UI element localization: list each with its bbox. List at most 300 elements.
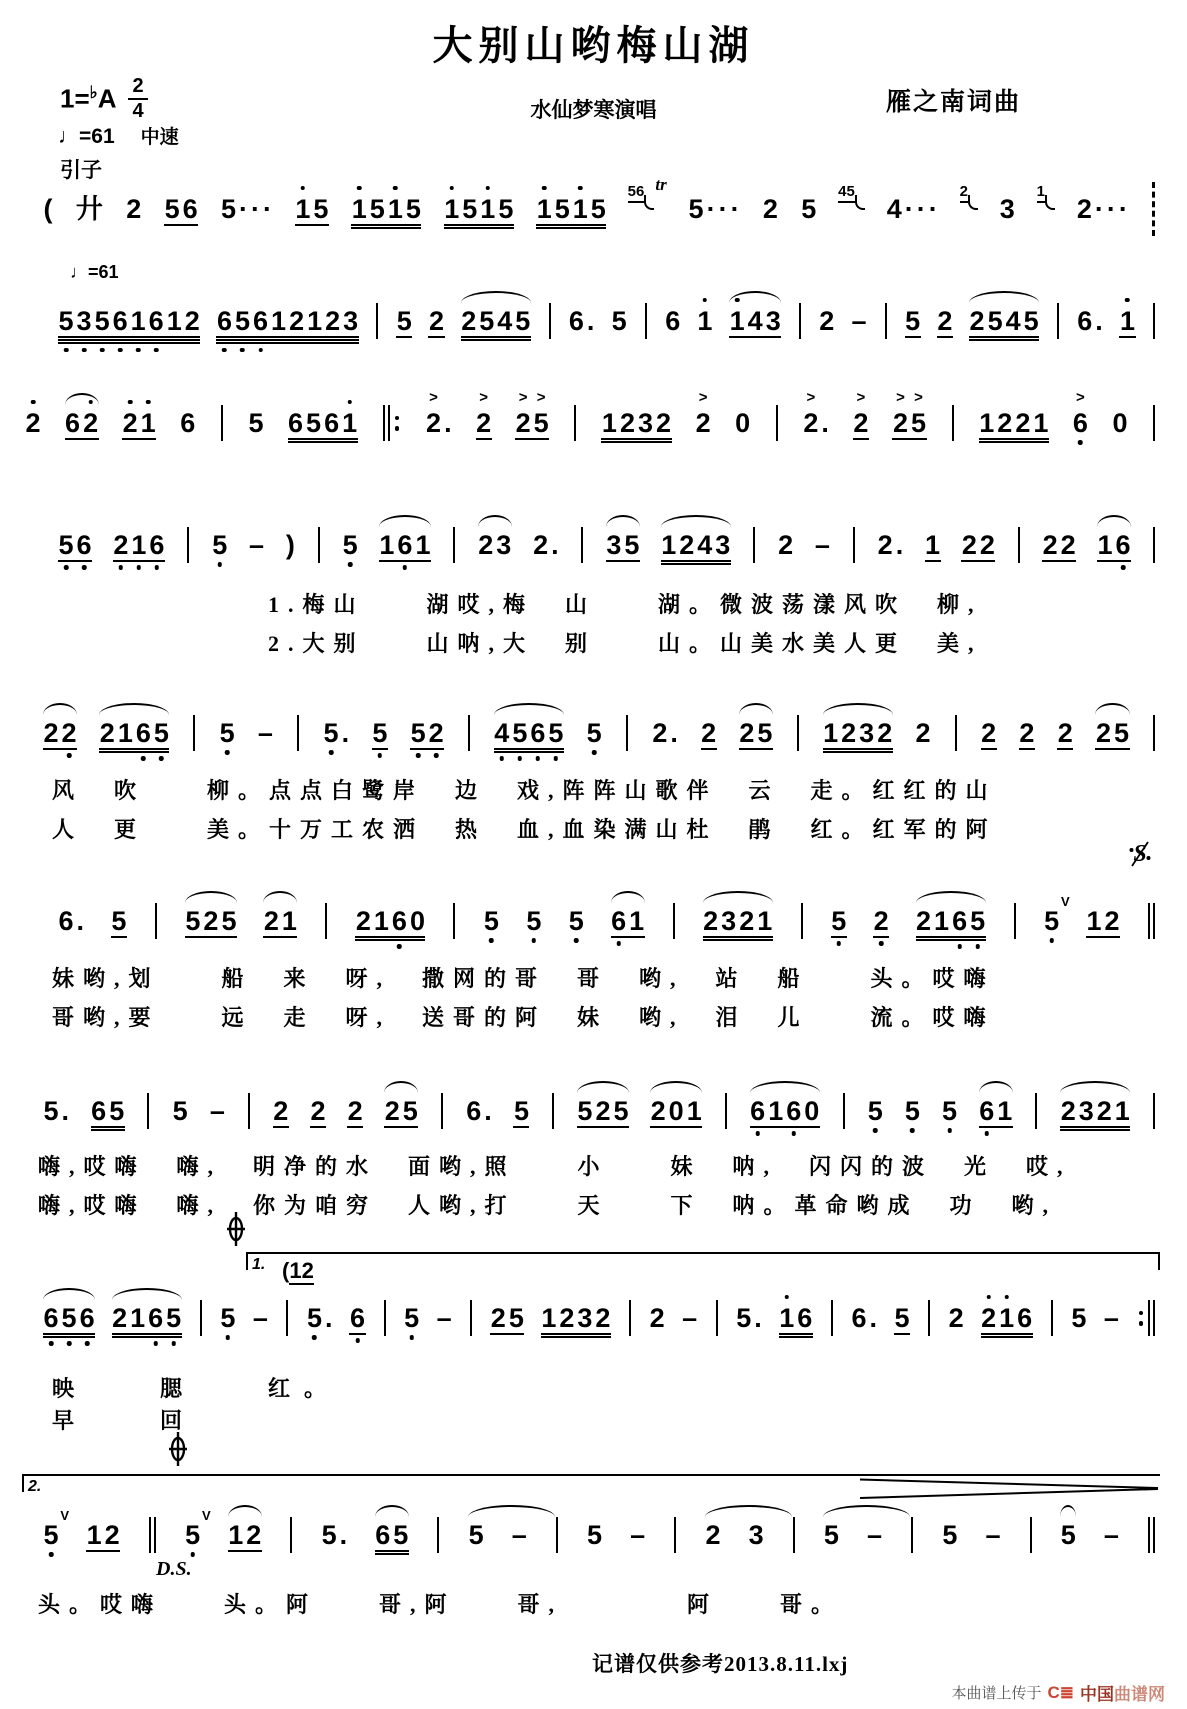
note-char: 2 [1095, 717, 1111, 748]
note-char: 6 [147, 308, 165, 335]
note-char: 2 [310, 1095, 326, 1126]
note-char: 1 [1097, 529, 1113, 560]
slur-arc [739, 703, 773, 715]
note-group [371, 717, 389, 748]
note-char: 6 [148, 532, 166, 559]
note-char: 2 [679, 529, 695, 560]
note-char: 3 [999, 193, 1015, 224]
note-group [125, 193, 143, 224]
barline [774, 405, 779, 441]
note-char: 3 [637, 407, 654, 438]
note-group [567, 905, 585, 936]
note-char: – [257, 717, 273, 748]
note-char: 2 [427, 720, 445, 747]
note-char: 5 [42, 1522, 60, 1549]
note-char: 2 > [853, 388, 869, 438]
note-group [512, 1095, 530, 1126]
barline [673, 1517, 678, 1553]
barline [795, 715, 800, 751]
note-char: 5 [554, 193, 570, 224]
note-char: – [985, 1519, 1001, 1550]
segno-icon [1128, 838, 1152, 870]
note-char: 6 [951, 908, 969, 935]
note-char: . [551, 529, 559, 560]
note-char: 2 [877, 529, 893, 560]
note-char: 2 [1060, 1095, 1076, 1126]
note-char: 5 [1023, 305, 1039, 336]
slur-arc [1095, 703, 1129, 715]
volta-1-cue: (12 [282, 1258, 314, 1283]
note-char: 6 [568, 305, 584, 336]
note-char: 3 [748, 1519, 764, 1550]
note-char: 0 [409, 905, 425, 936]
note-char: 1 [541, 1302, 557, 1333]
note-char: 2 [461, 305, 477, 336]
note-char: 1 [571, 196, 589, 223]
barline [469, 1300, 474, 1336]
barline [439, 1093, 444, 1129]
note-group [761, 193, 779, 224]
site-logo-icon: C≣ [1047, 1682, 1074, 1702]
note-group [702, 905, 774, 936]
note-char: 3 [343, 305, 359, 336]
note-group [1041, 529, 1077, 560]
note-char: – [436, 1302, 452, 1333]
note-char: 2 [355, 905, 371, 936]
volta-tick [246, 1253, 248, 1270]
note-char: 5 [393, 1519, 409, 1550]
note-char: 5 [688, 193, 704, 224]
note-char: 3 [577, 1302, 593, 1333]
note-char: 1 [979, 407, 995, 438]
note-char: 2 [1076, 193, 1092, 224]
note-char: – [630, 1519, 646, 1550]
slur-arc [43, 703, 77, 715]
note-char: 5 [941, 1098, 959, 1125]
note-char: 1 [228, 1519, 244, 1550]
note-group [227, 1519, 263, 1550]
barline [547, 303, 552, 339]
note-char: 6 [91, 1095, 107, 1126]
barline [246, 1093, 251, 1129]
note-group [747, 1519, 765, 1550]
slur-arc [606, 515, 640, 527]
note-char: 5 [508, 1302, 524, 1333]
note-group [112, 529, 166, 560]
grace-note: 1 [1037, 183, 1055, 203]
note-char: 0 [1112, 407, 1128, 438]
note-char: 5 [221, 905, 237, 936]
barline [580, 527, 585, 563]
note-group [1096, 529, 1132, 560]
note-char: 2 [289, 305, 305, 336]
barline [851, 527, 856, 563]
note-group [395, 305, 413, 336]
note-group [525, 905, 543, 936]
note-char: 5 [905, 305, 921, 336]
note-group [532, 529, 561, 560]
volta-1-label: 1. [252, 1256, 266, 1273]
note-group [309, 1095, 327, 1126]
note-char: 1 [768, 1095, 784, 1126]
note-char: 3 [75, 308, 93, 335]
site-name: 中国曲谱网 [1080, 1685, 1165, 1704]
note-char: 2 [121, 410, 139, 437]
barline [627, 1300, 632, 1336]
barline [1151, 405, 1156, 441]
note-char: – [814, 529, 830, 560]
note-group [64, 407, 100, 438]
note-group [866, 1519, 884, 1550]
note-char: 2 [997, 407, 1013, 438]
note-char: 6 [111, 308, 129, 335]
barline [153, 903, 158, 939]
note-group [648, 1302, 666, 1333]
note-group [184, 905, 238, 936]
note-char: 6 [785, 1098, 803, 1125]
slur-arc [823, 1505, 910, 1517]
note-char: 6 [42, 1305, 60, 1332]
note-group [348, 1302, 366, 1333]
note-char: 1 [130, 1302, 146, 1333]
note-group [1056, 717, 1074, 748]
note-group [600, 407, 672, 438]
note-group [42, 1302, 96, 1333]
note-char: . [325, 1302, 333, 1333]
note-char: 1 [778, 1305, 796, 1332]
lyrics-verse2-line3: 哥哟,要 远 走 呀, 送哥的阿 妹 哟, 泪 儿 流。哎嗨 [52, 1005, 995, 1030]
note-char: 5 [468, 1519, 484, 1550]
barline [1151, 1093, 1156, 1129]
barline [883, 303, 888, 339]
note-char: 5 [152, 720, 170, 747]
note-char: 2 [652, 717, 668, 748]
note-group [211, 529, 229, 560]
note-char: 2 [872, 908, 890, 935]
note-char: 2 [43, 717, 59, 748]
note-group [978, 407, 1050, 438]
note-char: 2 [1019, 717, 1035, 748]
note-group [121, 407, 157, 438]
note-group [852, 388, 870, 438]
lyrics-verse2-line4: 嗨,哎嗨 嗨, 你为咱穷 人哟,打 天 下 呐。革命哟成 功 哟, [38, 1193, 1058, 1218]
note-char: 2 [819, 305, 835, 336]
note-char: 5 [823, 1519, 839, 1550]
note-group [1059, 1519, 1077, 1550]
note-char: 1 [823, 717, 839, 748]
note-group [903, 1095, 921, 1126]
note-char: 5 [585, 720, 603, 747]
barline [643, 303, 648, 339]
slur-arc [65, 393, 99, 405]
note-char: 5 > [911, 388, 927, 438]
note-char: 5 [482, 908, 500, 935]
note-char: 2 > [892, 388, 908, 438]
note-char: · [1118, 193, 1128, 224]
note-char: 6 [1077, 305, 1093, 336]
note-group [818, 305, 836, 336]
note-char: · [928, 193, 938, 224]
note-char: 5 [93, 308, 111, 335]
barline [316, 527, 321, 563]
barline [910, 1517, 915, 1553]
note-char: 6 [1114, 532, 1132, 559]
note-group [467, 1519, 485, 1550]
note-group [738, 717, 774, 748]
grace-note: 2 [960, 183, 978, 203]
note-group [960, 529, 996, 560]
intro-label: 引子 [60, 158, 102, 182]
note-char: 5 [567, 908, 585, 935]
note-group [1043, 893, 1070, 936]
note-char: 1 [271, 305, 287, 336]
note-char: 5 [757, 717, 773, 748]
barline [1028, 1517, 1033, 1553]
note-char: 4 [697, 529, 713, 560]
note-char: 5 [498, 193, 514, 224]
note-char: 4 [497, 305, 513, 336]
note-char: 5 [987, 305, 1003, 336]
note-char: 2 [915, 717, 931, 748]
note-char: 5 [233, 308, 251, 335]
note-char: 6 [252, 308, 270, 335]
note-group [374, 1519, 410, 1550]
lyrics-coda-line: 头。哎嗨 头。阿 哥,阿 哥, 阿 哥。 [38, 1592, 843, 1617]
barline [1012, 903, 1017, 939]
breath-mark: V [202, 1507, 211, 1523]
note-char: . [444, 407, 452, 438]
note-char: 2 [1015, 407, 1031, 438]
note-char: 2 [559, 1302, 575, 1333]
note-char: 3 [765, 305, 781, 336]
slur-arc [916, 891, 986, 903]
music-line-8 [40, 1285, 1160, 1351]
slur-arc [703, 891, 773, 903]
note-char: 2 > [515, 388, 531, 438]
note-char: 2 [916, 905, 932, 936]
note-char: 1 [294, 196, 312, 223]
note-char: 5 [511, 720, 529, 747]
note-group [493, 717, 565, 748]
note-char: 2 [656, 407, 672, 438]
note-char: 1 [997, 1095, 1013, 1126]
note-group [660, 529, 732, 560]
note-group [941, 1519, 959, 1550]
note-char: 5 [830, 908, 848, 935]
note-char: 5 [57, 308, 75, 335]
note-char: – [249, 529, 265, 560]
note-char: 2 [490, 1302, 506, 1333]
note-char: 1 [601, 407, 617, 438]
note-char: 2 [478, 529, 494, 560]
barline [219, 405, 224, 441]
note-group [696, 305, 714, 336]
grace-note: 45 [838, 183, 865, 203]
note-char: 2 > [695, 388, 711, 438]
note-group [749, 1095, 821, 1126]
note-char: 5 [736, 1302, 752, 1333]
barline [752, 527, 757, 563]
note-char: 1 [1118, 308, 1136, 335]
note-char: 4 [493, 720, 511, 747]
music-symbol [74, 193, 104, 224]
note-char: 5 [211, 532, 229, 559]
note-char: – [851, 305, 867, 336]
svg-text:S: S [1133, 841, 1147, 867]
note-char: 1 [415, 529, 431, 560]
note-char: 1 [661, 529, 677, 560]
note-group [346, 1095, 364, 1126]
note-char: 5 [57, 532, 75, 559]
lyrics-verse1-ending: 映 腮 红。 [52, 1376, 341, 1401]
music-line-9 [40, 1502, 1160, 1568]
note-char: 5 [969, 908, 987, 935]
music-line-5 [40, 700, 1160, 766]
note-char: 1 [139, 410, 157, 437]
note-char: · [251, 193, 260, 224]
note-char: – [867, 1519, 883, 1550]
note-char: 3 [496, 529, 512, 560]
note-char: . [586, 305, 595, 336]
note-char: 2 [619, 407, 635, 438]
lyrics-verse2-line2: 人 更 美。十万工农洒 热 血,血染满山杜 鹃 红。红军的阿 [52, 817, 997, 842]
slur-arc [384, 1081, 418, 1093]
tempo-marking [58, 122, 179, 149]
note-group [947, 1302, 965, 1333]
note-char: 1 [728, 308, 746, 335]
note-group [477, 529, 513, 560]
note-group [586, 1519, 604, 1550]
note-group [998, 193, 1016, 224]
music-symbol [42, 193, 54, 224]
note-group [700, 717, 718, 748]
barline [1055, 303, 1060, 339]
note-group [1059, 1095, 1131, 1126]
barline [1152, 303, 1157, 339]
flat-icon: ♭ [89, 83, 98, 103]
slur-arc [611, 891, 645, 903]
note-char: 4 [1005, 305, 1021, 336]
slur-arc [263, 891, 297, 903]
note-char: · [1094, 193, 1104, 224]
lyrics-verse1-line3: 妹哟,划 船 来 呀, 撒网的哥 哥 哟, 站 船 头。哎嗨 [52, 966, 995, 991]
note-char: 2 [739, 905, 755, 936]
note-char: 2 [99, 717, 115, 748]
note-group [163, 193, 199, 224]
note-char: 廾 [75, 193, 103, 224]
note-char: 2 [1057, 717, 1073, 748]
note-char: 2 [778, 529, 794, 560]
note-group [936, 305, 954, 336]
note-char: 2 [979, 529, 995, 560]
note-char: 5 [402, 1095, 418, 1126]
note-group [1102, 1519, 1120, 1550]
note-char: 5 [577, 1095, 593, 1126]
note-char: 2 [980, 1305, 998, 1332]
barline [382, 1300, 387, 1336]
slur-arc [494, 703, 564, 715]
note-group [885, 193, 939, 224]
note-char: 2 > [426, 388, 442, 438]
note-char: 5 [248, 407, 264, 438]
note-group [287, 407, 359, 438]
note-group [728, 305, 782, 336]
note-char: 6 [396, 532, 414, 559]
note-group [893, 1302, 911, 1333]
note-char: 1 [1033, 407, 1049, 438]
note-char: · [916, 193, 926, 224]
barline [1016, 527, 1021, 563]
barline [573, 405, 578, 441]
note-char: 5 [903, 1098, 921, 1125]
note-group [475, 388, 493, 438]
note-group [694, 388, 712, 438]
note-char: 6 [851, 1302, 867, 1333]
note-char: 6 [324, 407, 340, 438]
note-group [1111, 407, 1129, 438]
barline [1034, 1093, 1039, 1129]
note-char: 2 [948, 1302, 964, 1333]
note-char: 2 [246, 1519, 262, 1550]
note-group [435, 1302, 453, 1333]
music-line-2 [55, 288, 1160, 354]
note-char: 2 [739, 717, 755, 748]
note-char: 2 [701, 717, 717, 748]
note-char: 5 [371, 720, 389, 747]
note-group [90, 1095, 126, 1126]
slur-arc [750, 1081, 820, 1093]
slur-arc [1060, 1505, 1076, 1517]
slur-arc [729, 291, 781, 303]
note-char: 5 [1060, 1519, 1076, 1550]
slur-arc [478, 515, 512, 527]
note-char: 5 [220, 193, 236, 224]
note-group [850, 305, 868, 336]
note-char: 1 [629, 905, 645, 936]
note-group [777, 529, 795, 560]
barline [723, 1093, 728, 1129]
lyrics-verse1-line4: 嗨,哎嗨 嗨, 明净的水 面哟,照 小 妹 呐, 闪闪的波 光 哎, [38, 1154, 1072, 1179]
note-char: 6 [78, 1305, 96, 1332]
note-group [111, 1302, 183, 1333]
note-group [251, 1302, 269, 1333]
note-group [904, 305, 922, 336]
barline [285, 1300, 290, 1336]
barline [1152, 527, 1157, 563]
note-char: 5 [1071, 1302, 1087, 1333]
note-char: 2 [1042, 529, 1058, 560]
note-char: 5 [405, 193, 421, 224]
note-char: . [61, 1095, 70, 1126]
performer-credit: 水仙梦寒演唱 [530, 98, 657, 122]
note-group [1075, 193, 1129, 224]
slur-arc [969, 291, 1039, 303]
note-char: · [263, 193, 272, 224]
note-char: 3 [715, 529, 731, 560]
note-group [980, 717, 998, 748]
barline [1146, 903, 1156, 939]
key-text: 1=♭A [60, 83, 117, 114]
note-group [24, 407, 42, 438]
note-group [256, 717, 274, 748]
note-char: 1 [379, 529, 395, 560]
note-group [443, 193, 515, 224]
note-group [1018, 717, 1036, 748]
note-char: 5 [341, 532, 359, 559]
note-char: 6 [1017, 1302, 1033, 1333]
note-char: 5 [942, 1519, 958, 1550]
note-group [322, 717, 351, 748]
